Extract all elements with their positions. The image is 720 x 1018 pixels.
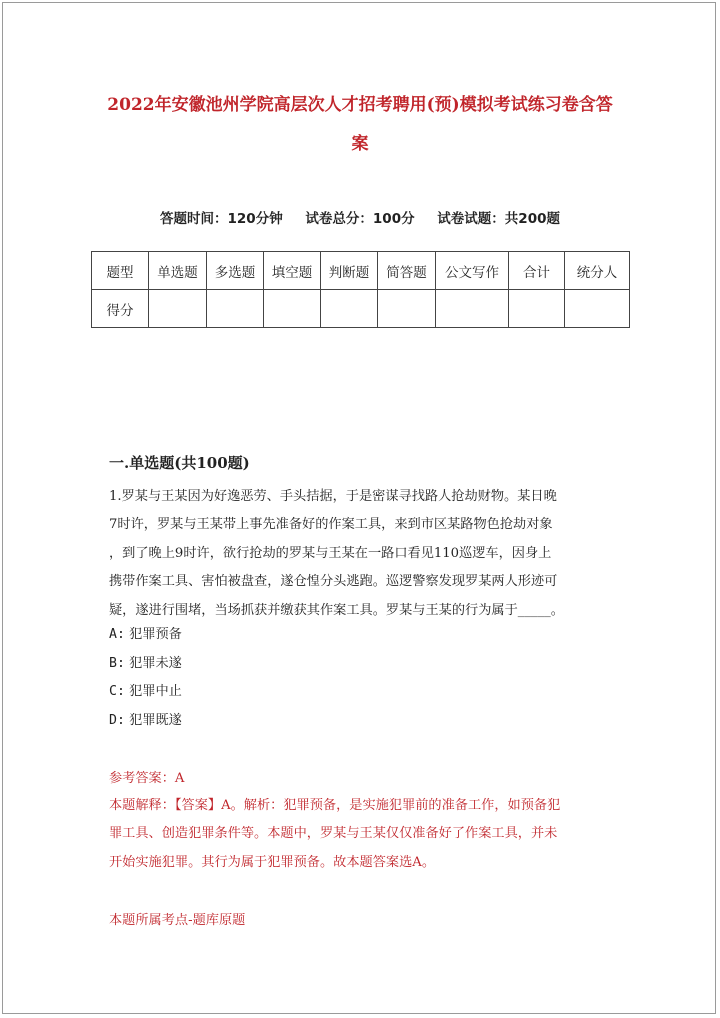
- question-line: 携带作案工具、害怕被盘查，遂仓惶分头逃跑。巡逻警察发现罗某两人形迹可: [109, 574, 558, 590]
- question-line: 7时许，罗某与王某带上事先准备好的作案工具，来到市区某路物色抢劫对象: [109, 517, 553, 533]
- exam-total: 试卷总分：100分: [305, 211, 415, 227]
- question-line: ，到了晚上9时许，欲行抢劫的罗某与王某在一路口看见110巡逻车，因身上: [109, 545, 552, 561]
- header-cell: 填空题: [264, 252, 321, 290]
- option-text: 犯罪既遂: [129, 713, 182, 728]
- score-cell: [321, 290, 378, 328]
- option-key: D:: [109, 713, 125, 728]
- header-cell: 统分人: [565, 252, 630, 290]
- option-a: [109, 625, 182, 645]
- header-cell: 单选题: [149, 252, 207, 290]
- header-cell: 合计: [509, 252, 565, 290]
- knowledge-point: 本题所属考点-题库原题: [109, 913, 246, 928]
- score-cell: [436, 290, 509, 328]
- score-cell: [565, 290, 630, 328]
- exam-count: 试卷试题：共200题: [437, 211, 560, 227]
- header-cell: 判断题: [321, 252, 378, 290]
- question-text: [109, 483, 614, 625]
- header-cell: 题型: [92, 252, 149, 290]
- score-cell: [149, 290, 207, 328]
- option-text: 犯罪未遂: [129, 656, 182, 671]
- option-text: 犯罪预备: [129, 627, 182, 642]
- score-table-header-row: [92, 252, 630, 290]
- option-c: [109, 682, 182, 702]
- exam-time: 答题时间：120分钟: [160, 211, 283, 227]
- option-key: B:: [109, 656, 125, 671]
- explanation-line: 本题解释：【答案】A。解析：犯罪预备，是实施犯罪前的准备工作，如预备犯: [109, 798, 561, 813]
- explanation: [109, 792, 614, 877]
- score-cell: [509, 290, 565, 328]
- question-line: 1.罗某与王某因为好逸恶劳、手头拮据，于是密谋寻找路人抢劫财物。某日晚: [109, 489, 557, 504]
- option-d: [109, 711, 182, 731]
- option-key: C:: [109, 684, 125, 699]
- doc-title-line1: 2022年安徽池州学院高层次人才招考聘用(预)模拟考试练习卷含答: [107, 95, 613, 115]
- score-cell: [264, 290, 321, 328]
- score-table: [91, 251, 630, 328]
- exam-meta: [0, 207, 720, 227]
- explanation-line: 罪工具、创造犯罪条件等。本题中，罗某与王某仅仅准备好了作案工具，并未: [109, 826, 558, 842]
- doc-title-line2: 案: [351, 134, 369, 154]
- score-cell: [378, 290, 436, 328]
- section-title: 一.单选题(共100题): [109, 454, 250, 472]
- explanation-line: 开始实施犯罪。其行为属于犯罪预备。故本题答案选A。: [109, 854, 436, 870]
- option-b: [109, 654, 182, 674]
- option-key: A:: [109, 627, 125, 642]
- header-cell: 多选题: [207, 252, 264, 290]
- score-table-score-row: [92, 290, 630, 328]
- question-line: 疑，遂进行围堵，当场抓获并缴获其作案工具。罗某与王某的行为属于_____。: [109, 602, 564, 618]
- option-text: 犯罪中止: [129, 684, 182, 699]
- header-cell: 简答题: [378, 252, 436, 290]
- score-row-label: 得分: [92, 290, 149, 328]
- reference-answer: 参考答案：A: [109, 771, 185, 786]
- header-cell: 公文写作: [436, 252, 509, 290]
- score-cell: [207, 290, 264, 328]
